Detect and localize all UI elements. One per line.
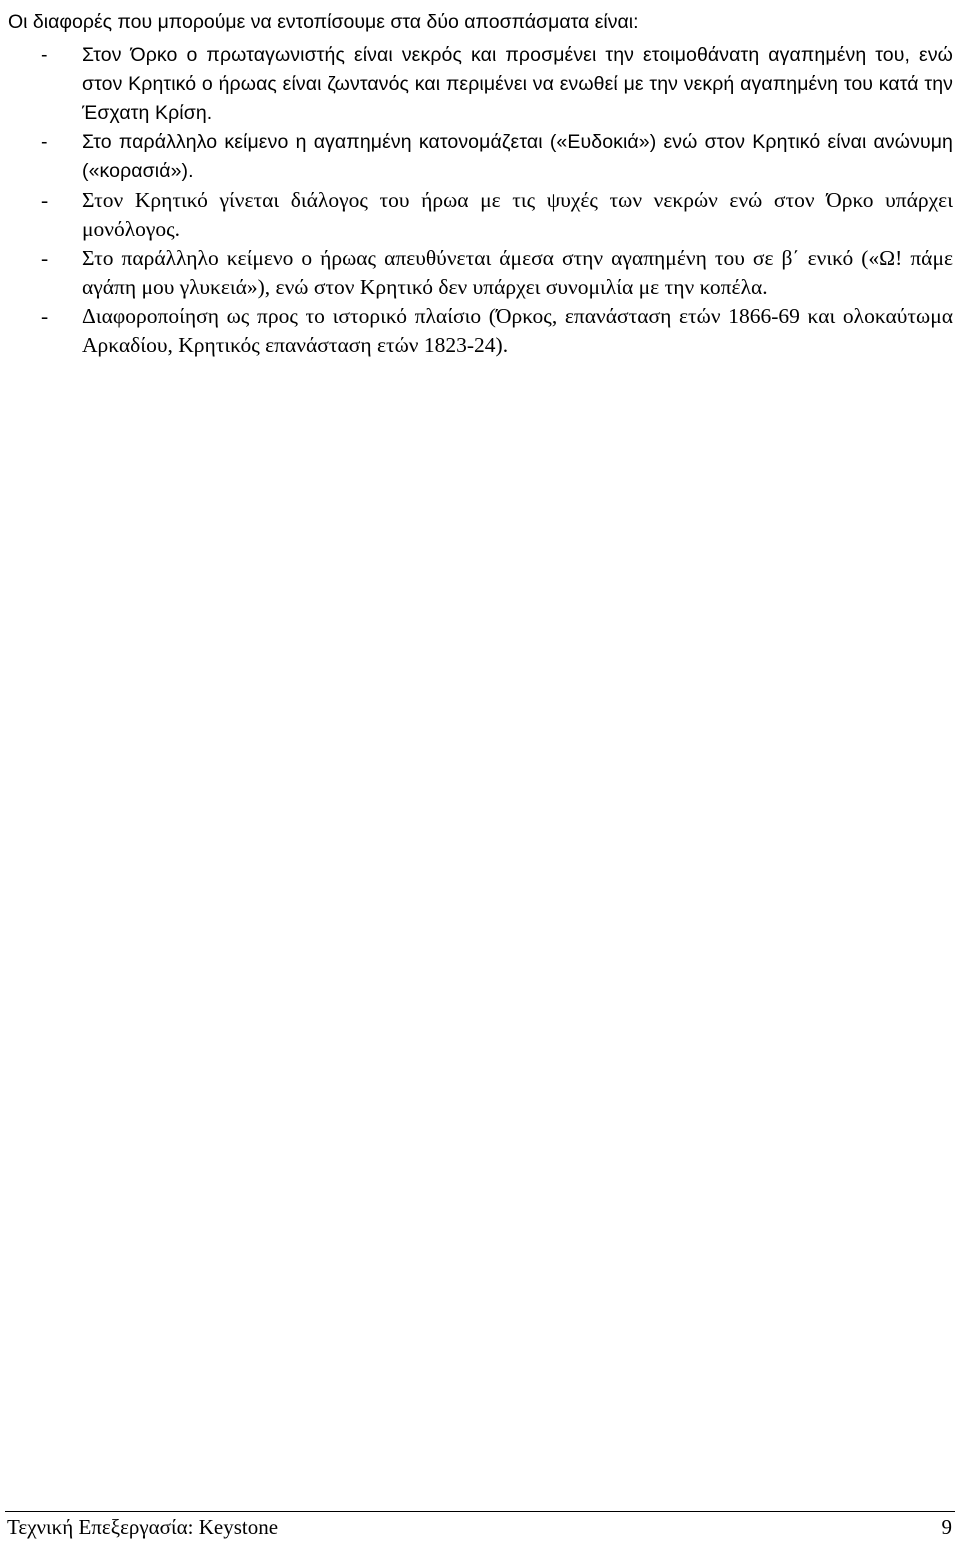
intro-paragraph: Οι διαφορές που μπορούμε να εντοπίσουμε στα δύο αποσπάσματα είναι:: [8, 11, 639, 33]
bullet-dash: -: [41, 246, 49, 270]
list-item-text: Στον Όρκο ο πρωταγωνιστής είναι νεκρός και προσμένει την ετοιμοθάνατη αγαπημένη του, ενώ στον Κρητικό ο ήρωας είναι ζωντανός και περιμένει να ενωθεί με την νεκρή αγαπημένη του κατά την Έσχατη Κρίση.: [82, 44, 953, 124]
list-item: [8, 128, 953, 186]
list-item: [8, 41, 953, 128]
list-item-text: Στο παράλληλο κείμενο η αγαπημένη κατονομάζεται («Ευδοκιά») ενώ στον Κρητικό είναι ανώνυμη («κορασιά»).: [82, 131, 953, 182]
bullet-dash: -: [41, 44, 48, 66]
footer-title: Τεχνική Επεξεργασία: Keystone: [7, 1515, 279, 1539]
bullet-dash: -: [41, 131, 48, 153]
list-item-text: Διαφοροποίηση ως προς το ιστορικό πλαίσιο (Όρκος, επανάσταση ετών 1866-69 και ολοκαύτωμα Αρκαδίου, Κρητικός επανάσταση ετών 1823-24).: [82, 304, 953, 357]
list-item: [8, 302, 953, 360]
bullet-dash: -: [41, 188, 49, 212]
differences-list: [8, 41, 953, 360]
list-item: [8, 244, 953, 302]
document-body: [8, 7, 953, 360]
page-number: 9: [941, 1515, 952, 1539]
bullet-dash: -: [41, 304, 49, 328]
list-item-text: Στο παράλληλο κείμενο ο ήρωας απευθύνεται άμεσα στην αγαπημένη του σε β΄ ενικό («Ω! πάμε αγάπη μου γλυκειά»), ενώ στον Κρητικό δεν υπάρχει συνομιλία με την κοπέλα.: [82, 246, 953, 299]
list-item: [8, 186, 953, 244]
page-footer: [7, 1514, 952, 1540]
list-item-text: Στον Κρητικό γίνεται διάλογος του ήρωα με τις ψυχές των νεκρών ενώ στον Όρκο υπάρχει μονόλογος.: [82, 188, 953, 241]
footer-divider: [5, 1511, 955, 1512]
